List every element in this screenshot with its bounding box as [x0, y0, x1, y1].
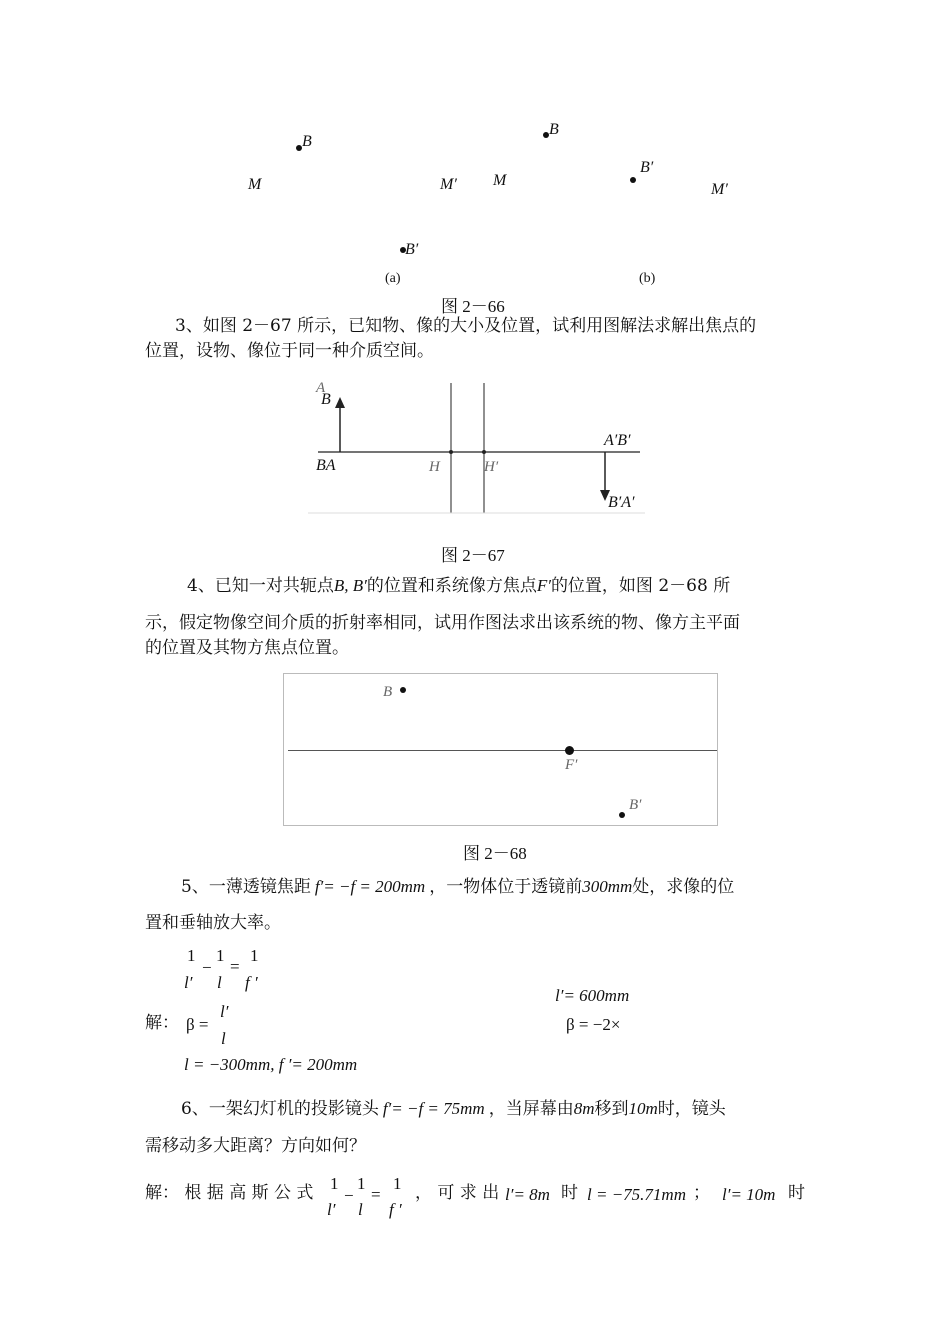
label-h: H	[429, 459, 440, 475]
sol5-f2n: 1	[216, 946, 225, 965]
q6-math1: f′= −f = 75mm	[382, 1099, 485, 1118]
q5-post: 处，求像的位	[632, 877, 735, 897]
label-m-a: M	[248, 176, 262, 193]
q6-math2: 8m	[573, 1099, 595, 1118]
q4-line1	[187, 577, 730, 595]
sol5-label: 解：	[145, 1013, 179, 1033]
q6-math3: 10m	[628, 1099, 658, 1118]
sol5-result-beta: β = −2×	[566, 1015, 621, 1034]
label-bp-a: B′	[405, 241, 419, 258]
label-m-b: M	[493, 172, 507, 189]
sol6-mid: ， 可 求 出	[415, 1183, 500, 1203]
q5-line2: 置和垂轴放大率。	[145, 913, 281, 933]
point-b	[400, 687, 406, 693]
sol6-n3: 1	[393, 1174, 402, 1193]
sol5-bd: l	[221, 1029, 226, 1048]
sol6-c3: l′= 10m	[722, 1185, 776, 1204]
q6-mid2: 移到	[594, 1099, 629, 1119]
label-b-68: B	[383, 684, 393, 700]
sol5-f1n: 1	[187, 946, 196, 965]
sol5-bn: l′	[220, 1002, 229, 1021]
label-bp-68: B′	[629, 797, 642, 813]
sol5-minus: −	[202, 958, 212, 977]
sol5-f2d: l	[217, 973, 222, 992]
point-bp-b	[630, 177, 636, 183]
caption-2-66: 图 2－66	[441, 297, 505, 316]
label-b: (b)	[639, 271, 656, 286]
point-bp	[619, 812, 625, 818]
label-apbp-top: A′B′	[604, 432, 631, 449]
label-a: (a)	[385, 271, 401, 286]
q4-math-bbp: B, B′	[333, 576, 367, 595]
figure-2-68	[283, 673, 718, 826]
point-fp	[565, 746, 574, 755]
sol6-d3: f ′	[389, 1200, 402, 1219]
label-mp-a: M′	[440, 176, 457, 193]
q6-mid: ，当屏幕由	[488, 1099, 574, 1119]
sol6-c1: l′= 8m	[505, 1185, 550, 1204]
sol5-given: l = −300mm, f ′= 200mm	[184, 1055, 358, 1074]
sol6-mid2: 时	[561, 1183, 578, 1203]
sol6-sep: ；	[693, 1183, 710, 1203]
optical-axis	[288, 750, 717, 751]
sol6-pre: 解： 根 据 高 斯 公 式	[145, 1183, 314, 1203]
label-ba-bottom: BA	[316, 457, 336, 474]
q4-line1-pre: 4、已知一对共轭点	[187, 576, 334, 596]
sol5-beta: β =	[186, 1015, 209, 1034]
label-b-b: B	[549, 121, 559, 138]
sol6-n1: 1	[330, 1174, 339, 1193]
label-a-top: A	[316, 380, 326, 396]
q5-math2: 300mm	[582, 877, 633, 896]
sol5-f3n: 1	[250, 946, 259, 965]
q5-math1: f′= −f = 200mm	[314, 877, 426, 896]
q6-line1	[181, 1100, 726, 1118]
sol5-eq: =	[230, 957, 240, 976]
sol5-f1d: l′	[184, 973, 193, 992]
q6-line2: 需移动多大距离？方向如何？	[145, 1136, 366, 1156]
sol6-eq: =	[371, 1185, 381, 1204]
label-mp-b: M′	[711, 181, 728, 198]
sol5-f3d: f ′	[245, 973, 258, 992]
caption-2-68: 图 2－68	[463, 844, 527, 863]
figure-2-67	[300, 375, 650, 520]
q5-pre: 5、一薄透镜焦距	[181, 877, 311, 897]
label-hp: H′	[484, 459, 499, 475]
sol6-n2: 1	[357, 1174, 366, 1193]
q6-post: 时，镜头	[657, 1099, 726, 1119]
label-bpap-bottom: B′A′	[608, 494, 635, 511]
sol6-d1: l′	[327, 1200, 336, 1219]
q4-line1-post: 的位置，如图 2－68 所	[550, 576, 731, 596]
q4-math-fp: F′	[536, 576, 551, 595]
sol6-minus: −	[344, 1186, 354, 1205]
sol6-post: 时	[788, 1183, 805, 1203]
sol5-result-l: l′= 600mm	[555, 986, 630, 1005]
q3-line1: 3、如图 2－67 所示，已知物、像的大小及位置，试利用图解法求解出焦点的	[175, 316, 757, 336]
q4-line1-mid: 的位置和系统像方焦点	[366, 576, 537, 596]
label-fp-68: F′	[565, 757, 578, 773]
q4-line2: 示，假定物像空间介质的折射率相同，试用作图法求出该系统的物、像方主平面	[145, 613, 740, 633]
caption-2-67: 图 2－67	[441, 546, 505, 565]
label-bp-b: B′	[640, 159, 654, 176]
sol6-d2: l	[358, 1200, 363, 1219]
q5-mid: ，一物体位于透镜前	[429, 877, 583, 897]
q5-line1	[181, 878, 734, 896]
q6-pre: 6、一架幻灯机的投影镜头	[181, 1099, 379, 1119]
q4-line3: 的位置及其物方焦点位置。	[145, 638, 349, 658]
label-b-a: B	[302, 133, 312, 150]
sol6-c2: l = −75.71mm	[587, 1185, 686, 1204]
label-b-top: B	[321, 391, 331, 408]
q3-line2: 位置，设物、像位于同一种介质空间。	[145, 341, 434, 361]
